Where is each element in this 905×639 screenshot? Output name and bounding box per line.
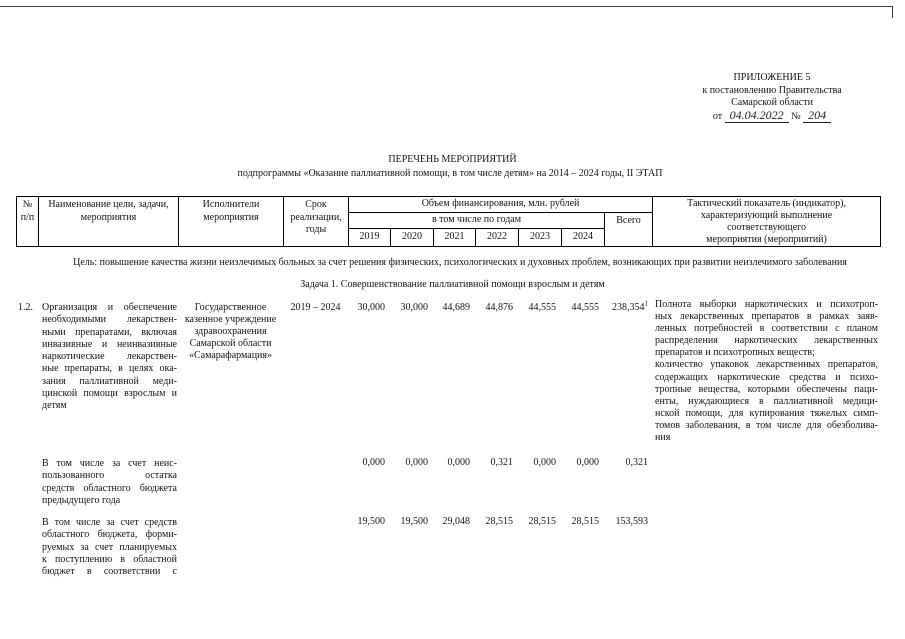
row-indicator-line: ных лекарственных препаратов в рамках заяв- — [655, 311, 878, 323]
header-name-line: Наименование цели, задачи, — [48, 199, 169, 210]
subrow-name-line: В том числе за счет неис- — [42, 458, 177, 469]
header-year-cell: 2020 — [391, 229, 434, 247]
subrow-name-line: руемых за счет планируемых — [42, 541, 177, 553]
row-number: 1.2. — [18, 302, 33, 313]
row-indicator-line: содержащих наркотические средства и психо- — [655, 371, 878, 383]
header-number-cell — [17, 197, 39, 247]
annex-number-handwritten: 204 — [803, 108, 831, 123]
row-indicator-line: томов заболевания, в том числе для обезболива- — [655, 419, 878, 431]
annex-line-region: Самарской области — [731, 97, 813, 108]
header-year-cell: 2019 — [349, 229, 391, 247]
row-executor-line: здравоохранения — [194, 326, 267, 337]
header-name-line: мероприятия — [80, 211, 137, 223]
row-indicator-line: ния — [655, 432, 671, 444]
year-value: 30,000 — [357, 302, 385, 313]
year-value: 0,000 — [405, 457, 428, 468]
year-value: 28,515 — [571, 516, 599, 527]
row-name-line: наркотические лекарствен- — [42, 351, 177, 363]
header-indicator-line: соответствующего — [727, 222, 806, 233]
header-term-line: Срок — [305, 199, 327, 210]
header-term-line: годы — [305, 224, 327, 235]
row-indicator-line: Полнота выборки наркотических и психотроп- — [655, 299, 878, 310]
scan-edge-tick — [892, 6, 893, 18]
subrow-name-line: пользованного остатка — [42, 470, 177, 482]
scan-edge-line — [0, 6, 892, 7]
year-value: 29,048 — [442, 516, 470, 527]
annex-date-line — [690, 109, 854, 124]
header-executor-line: мероприятия — [203, 211, 259, 223]
document-title: ПЕРЕЧЕНЬ МЕРОПРИЯТИЙ — [388, 154, 517, 165]
header-name-cell — [39, 197, 179, 247]
header-total-cell: Всего — [605, 213, 653, 247]
year-value: 30,000 — [400, 302, 428, 313]
year-value: 19,500 — [357, 516, 385, 527]
header-finance-cell: Объем финансирования, млн. рублей — [349, 197, 653, 213]
row-indicator — [655, 299, 878, 444]
total-footnote-mark: 1 — [644, 299, 648, 308]
header-indicator-line: характеризующий выполнение — [700, 210, 833, 221]
year-value: 44,689 — [442, 302, 470, 313]
subrow-planned-receipts-name — [42, 517, 177, 578]
row-measure-name — [42, 302, 177, 413]
total-value-cell — [598, 457, 648, 469]
row-executor-line: «Самарафармация» — [188, 350, 272, 361]
task-text: Задача 1. Совершенствование паллиативной помощи взрослым и детям — [300, 279, 605, 290]
annex-number-label: № — [791, 111, 801, 122]
header-executor-line: Исполнители — [202, 199, 260, 210]
header-executor-cell — [179, 197, 284, 247]
row-name-line: ные препараты, в целях ока- — [42, 363, 177, 375]
row-indicator-line: распределения наркотических лекарственных — [655, 335, 878, 347]
header-year-cell: 2022 — [476, 229, 519, 247]
row-name-line: инвазивные и неинвазивные — [42, 338, 177, 350]
row-name-line: Организация и обеспечение — [42, 302, 177, 313]
subrow-name-line: областного бюджета, форми- — [42, 529, 177, 541]
header-term-cell — [284, 197, 349, 247]
document-subtitle: подпрограммы «Оказание паллиативной помощи, в том числе детям» на 2014 – 2024 годы, II ЭТАП — [237, 168, 663, 179]
subrow-name-line: бюджет в соответствии с — [42, 566, 177, 578]
year-value: 0,000 — [533, 457, 556, 468]
year-value: 0,000 — [362, 457, 385, 468]
total-value: 0,321 — [625, 457, 648, 468]
row-indicator-line: тропные вещества, которыми обеспечены паци- — [655, 383, 878, 395]
row-term: 2019 – 2024 — [290, 302, 341, 313]
row-indicator-line: енты, нуждающиеся в паллиативной медици- — [655, 395, 878, 407]
total-value-cell — [598, 516, 648, 528]
goal-text: Цель: повышение качества жизни неизлечимых больных за счет решения физических, психологических и духовных проблем, возникающих при развитии неизлечимого заболевания — [73, 257, 847, 268]
total-value-cell — [598, 299, 648, 314]
row-executor-line: казенное учреждение — [184, 314, 277, 325]
subrow-name-line: средств областного бюджета — [42, 482, 177, 494]
year-value: 44,876 — [485, 302, 513, 313]
header-year-cell: 2021 — [434, 229, 476, 247]
subrow-unused-balance-name — [42, 458, 177, 507]
header-term-line: реализации, — [290, 211, 342, 223]
total-value: 238,354 — [612, 302, 645, 313]
year-value: 44,555 — [528, 302, 556, 313]
total-value: 153,593 — [615, 516, 648, 527]
header-indicator-line: мероприятия (мероприятий) — [706, 234, 827, 245]
header-number-line: п/п — [20, 211, 35, 223]
row-executor-line: Государственное — [194, 302, 267, 313]
row-indicator-line: ленных потребностей в соответствии с планом — [655, 323, 878, 335]
annex-date-prefix: от — [712, 111, 723, 122]
year-value: 0,321 — [490, 457, 513, 468]
row-indicator-line: количество упаковок лекарственных препаратов, — [655, 359, 878, 371]
row-name-line: ными препаратами, включая — [42, 326, 177, 338]
header-year-cell: 2023 — [519, 229, 562, 247]
subrow-name-line: к поступлению в областной — [42, 553, 177, 565]
subrow-name-line: предыдущего года — [42, 494, 121, 506]
row-name-line: цинской помощи взрослым и — [42, 388, 177, 400]
year-value: 19,500 — [400, 516, 428, 527]
year-value: 44,555 — [571, 302, 599, 313]
year-value: 0,000 — [447, 457, 470, 468]
header-by-years-cell: в том числе по годам — [349, 213, 605, 229]
row-indicator-line: нской помощи, для купирования тяжелых симп- — [655, 407, 878, 419]
year-value: 28,515 — [528, 516, 556, 527]
row-name-line: необходимыми лекарствен- — [42, 314, 177, 326]
header-year-cell: 2024 — [562, 229, 605, 247]
annex-date-handwritten: 04.04.2022 — [725, 108, 789, 123]
annex-title: ПРИЛОЖЕНИЕ 5 — [733, 72, 811, 83]
row-executor — [178, 302, 283, 362]
header-indicator-line: Тактический показатель (индикатор), — [687, 198, 846, 209]
row-executor-line: Самарской области — [189, 338, 272, 349]
measures-table-header — [16, 196, 881, 247]
year-value: 28,515 — [485, 516, 513, 527]
header-indicator-cell — [653, 197, 881, 247]
year-value: 0,000 — [576, 457, 599, 468]
subrow-name-line: В том числе за счет средств — [42, 517, 177, 528]
row-name-line: детям — [42, 400, 67, 412]
header-number-line: № — [22, 199, 33, 210]
row-name-line: зания паллиативной меди- — [42, 375, 177, 387]
row-indicator-line: препаратов и психотропных веществ; — [655, 347, 815, 359]
annex-line-decree: к постановлению Правительства — [702, 85, 842, 96]
